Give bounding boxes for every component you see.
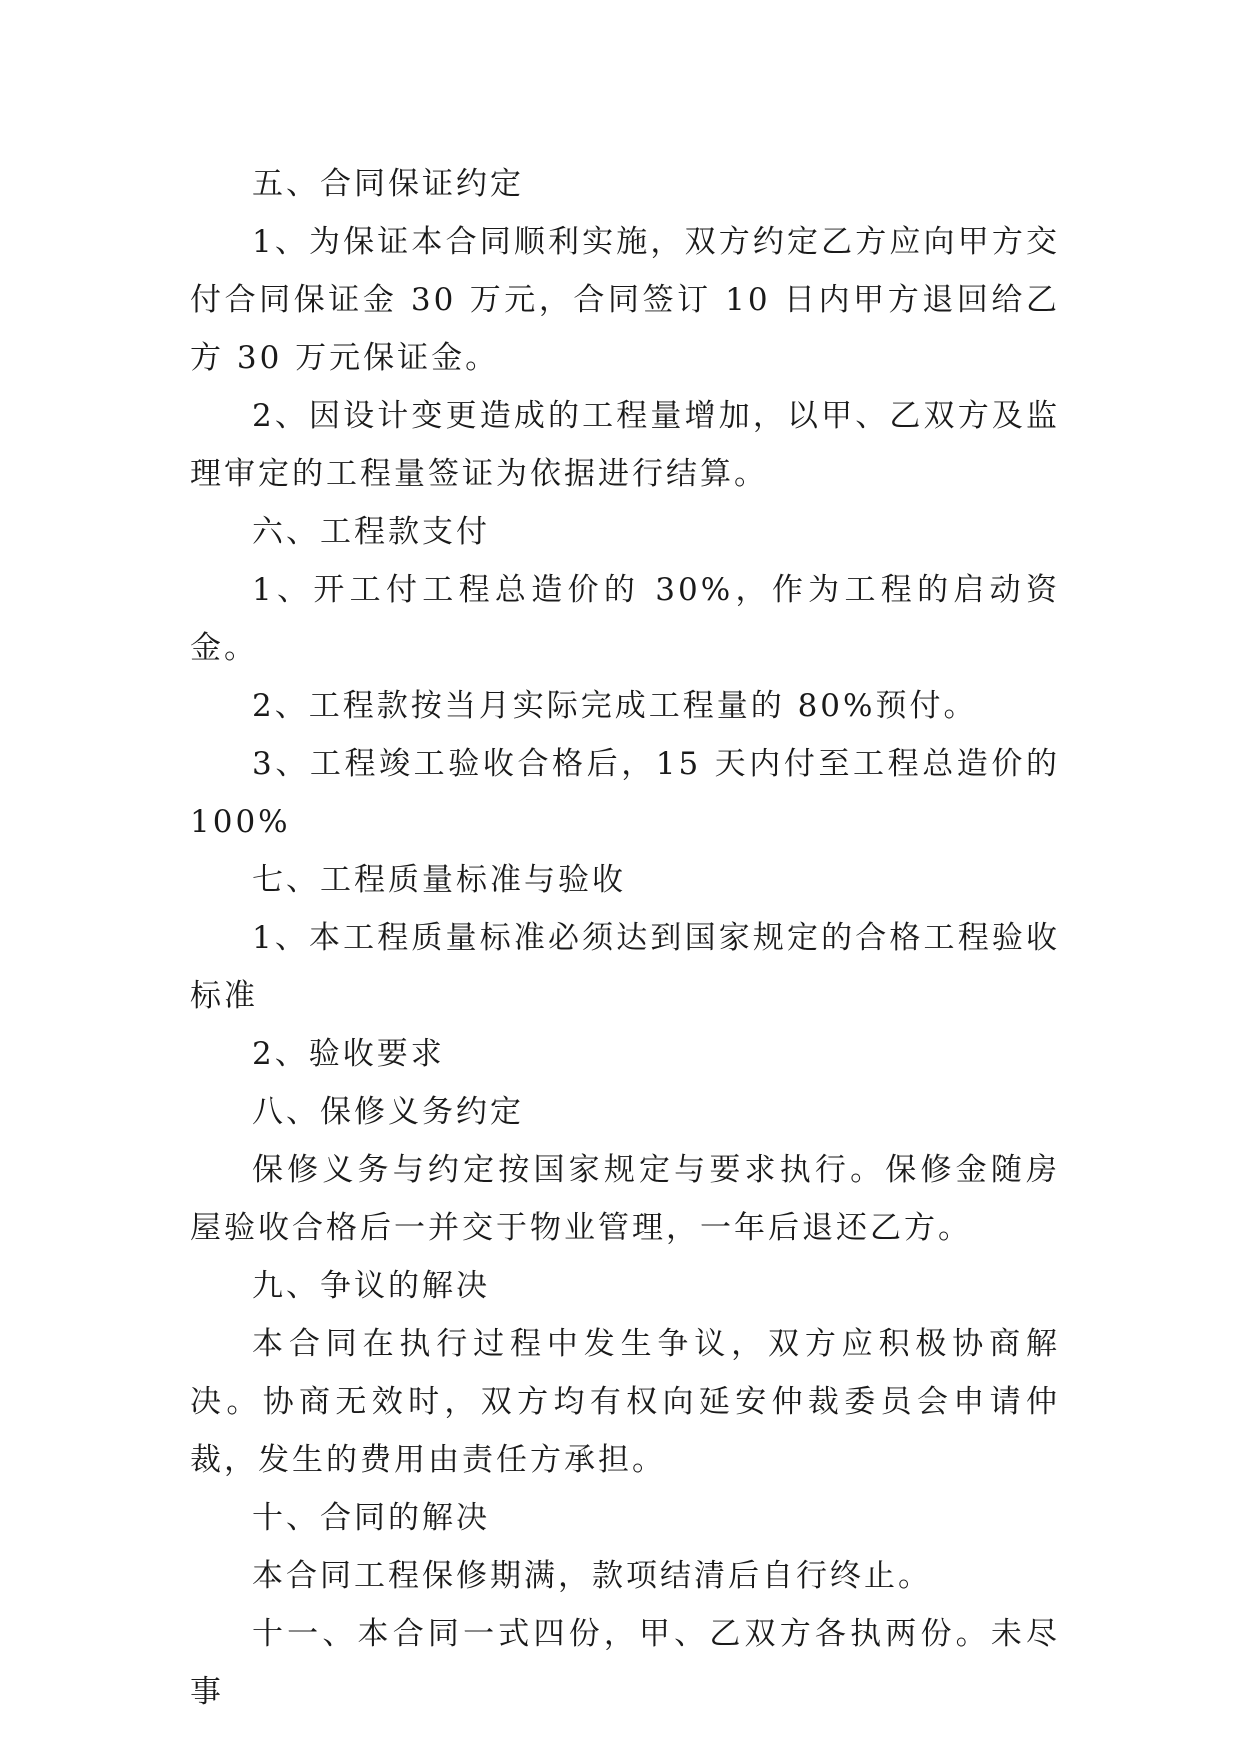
paragraph-payment-final: 3、工程竣工验收合格后，15 天内付至工程总造价的 100% (190, 746, 1060, 840)
contract-body (190, 155, 1060, 1721)
paragraph-payment-start: 1、开工付工程总造价的 30%，作为工程的启动资金。 (190, 572, 1060, 666)
section-heading-quality: 七、工程质量标准与验收 (252, 862, 626, 898)
section-heading-guarantee: 五、合同保证约定 (252, 166, 524, 202)
section-heading-termination: 十、合同的解决 (252, 1500, 490, 1536)
paragraph-design-change: 2、因设计变更造成的工程量增加，以甲、乙双方及监理审定的工程量签证为依据进行结算。 (190, 398, 1060, 492)
section-heading-payment: 六、工程款支付 (252, 514, 490, 550)
paragraph-warranty: 保修义务与约定按国家规定与要求执行。保修金随房屋验收合格后一并交于物业管理，一年后退还乙方。 (190, 1152, 1060, 1246)
paragraph-guarantee-deposit: 1、为保证本合同顺利实施，双方约定乙方应向甲方交付合同保证金 30 万元，合同签订 10 日内甲方退回给乙方 30 万元保证金。 (190, 224, 1060, 376)
paragraph-copies: 十一、本合同一式四份，甲、乙双方各执两份。未尽事 (190, 1616, 1060, 1710)
paragraph-quality-standard: 1、本工程质量标准必须达到国家规定的合格工程验收标准 (190, 920, 1060, 1014)
paragraph-payment-monthly: 2、工程款按当月实际完成工程量的 80%预付。 (252, 688, 978, 724)
paragraph-acceptance-requirements: 2、验收要求 (252, 1036, 445, 1072)
paragraph-termination: 本合同工程保修期满，款项结清后自行终止。 (252, 1558, 932, 1594)
section-heading-dispute: 九、争议的解决 (252, 1268, 490, 1304)
section-heading-warranty: 八、保修义务约定 (252, 1094, 524, 1130)
paragraph-dispute: 本合同在执行过程中发生争议，双方应积极协商解决。协商无效时，双方均有权向延安仲裁委员会申请仲裁，发生的费用由责任方承担。 (190, 1326, 1060, 1478)
